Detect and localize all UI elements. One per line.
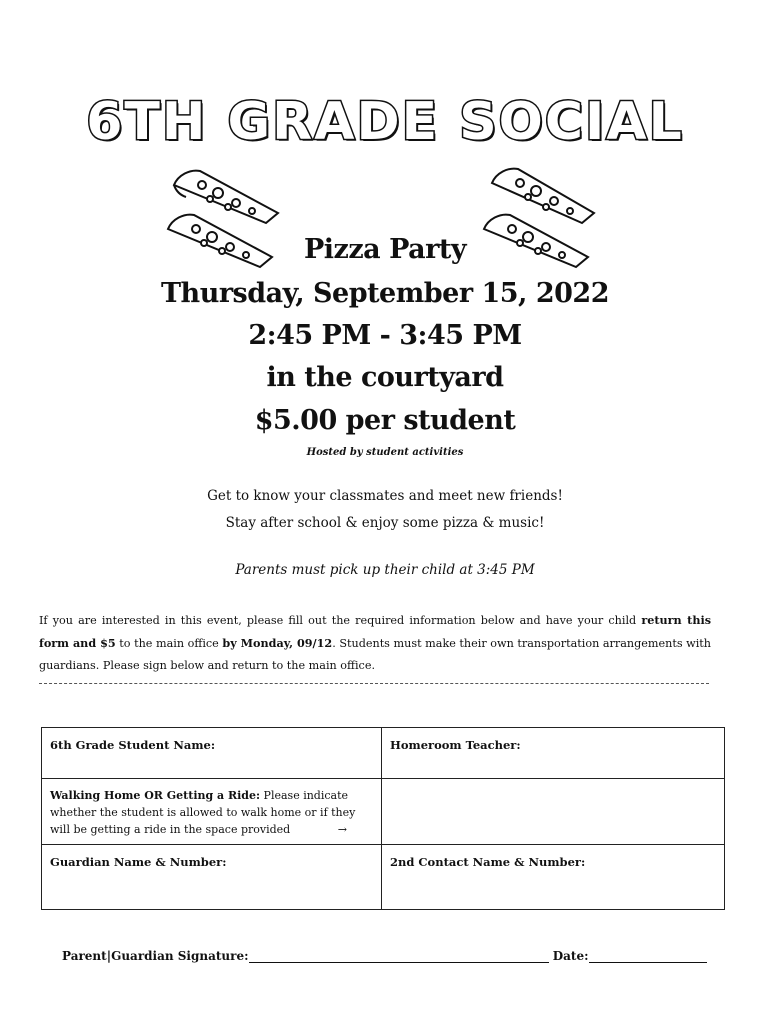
- event-date: Thursday, September 15, 2022: [160, 278, 610, 309]
- signature-row: [62, 948, 702, 963]
- signature-line[interactable]: [249, 948, 549, 963]
- second-contact-field[interactable]: [382, 844, 725, 909]
- date-line[interactable]: [589, 948, 707, 963]
- instructions-text: to the main office: [115, 637, 223, 650]
- event-location: in the courtyard: [266, 362, 504, 393]
- signature-label: Parent|Guardian Signature:: [62, 949, 249, 963]
- homeroom-teacher-field[interactable]: [382, 728, 725, 779]
- instructions-text: If you are interested in this event, please fill out the required information below and have your child: [39, 614, 642, 627]
- event-time: 2:45 PM - 3:45 PM: [248, 320, 522, 351]
- instructions-text: . Students must make their own transportation arrangements with guardians. Please sign below and return to the main office.: [39, 637, 712, 672]
- walking-description: Please indicate whether the student is allowed to walk home or if they will be getting a ride in the space provided: [50, 789, 356, 837]
- event-name: Pizza Party: [303, 234, 467, 265]
- student-name-label: 6th Grade Student Name:: [50, 738, 216, 752]
- walking-or-ride-description: [42, 779, 382, 844]
- instructions-bold-return: return this form and $5: [39, 613, 712, 650]
- instructions-paragraph: [39, 609, 711, 677]
- info-form-table: [41, 727, 725, 910]
- walking-label: Walking Home OR Getting a Ride:: [50, 789, 261, 803]
- arrow-right-icon: →: [337, 823, 347, 837]
- walking-or-ride-field[interactable]: [382, 779, 725, 844]
- second-contact-label: 2nd Contact Name & Number:: [390, 854, 586, 869]
- hosted-by: Hosted by student activities: [306, 447, 464, 458]
- student-name-field[interactable]: [42, 728, 382, 779]
- pickup-notice: Parents must pick up their child at 3:45 PM: [235, 562, 535, 578]
- page-title: 6TH GRADE SOCIAL: [86, 92, 684, 152]
- body-line-2: Stay after school & enjoy some pizza & music!: [225, 515, 545, 531]
- cut-line-divider: [39, 683, 709, 684]
- homeroom-teacher-label: Homeroom Teacher:: [390, 738, 521, 752]
- body-line-1: Get to know your classmates and meet new friends!: [207, 488, 563, 504]
- instructions-bold-deadline: by Monday, 09/12: [222, 636, 333, 650]
- date-label: Date:: [552, 949, 589, 963]
- guardian-label: Guardian Name & Number:: [50, 854, 227, 869]
- guardian-field[interactable]: [42, 844, 382, 909]
- event-price: $5.00 per student: [254, 405, 516, 436]
